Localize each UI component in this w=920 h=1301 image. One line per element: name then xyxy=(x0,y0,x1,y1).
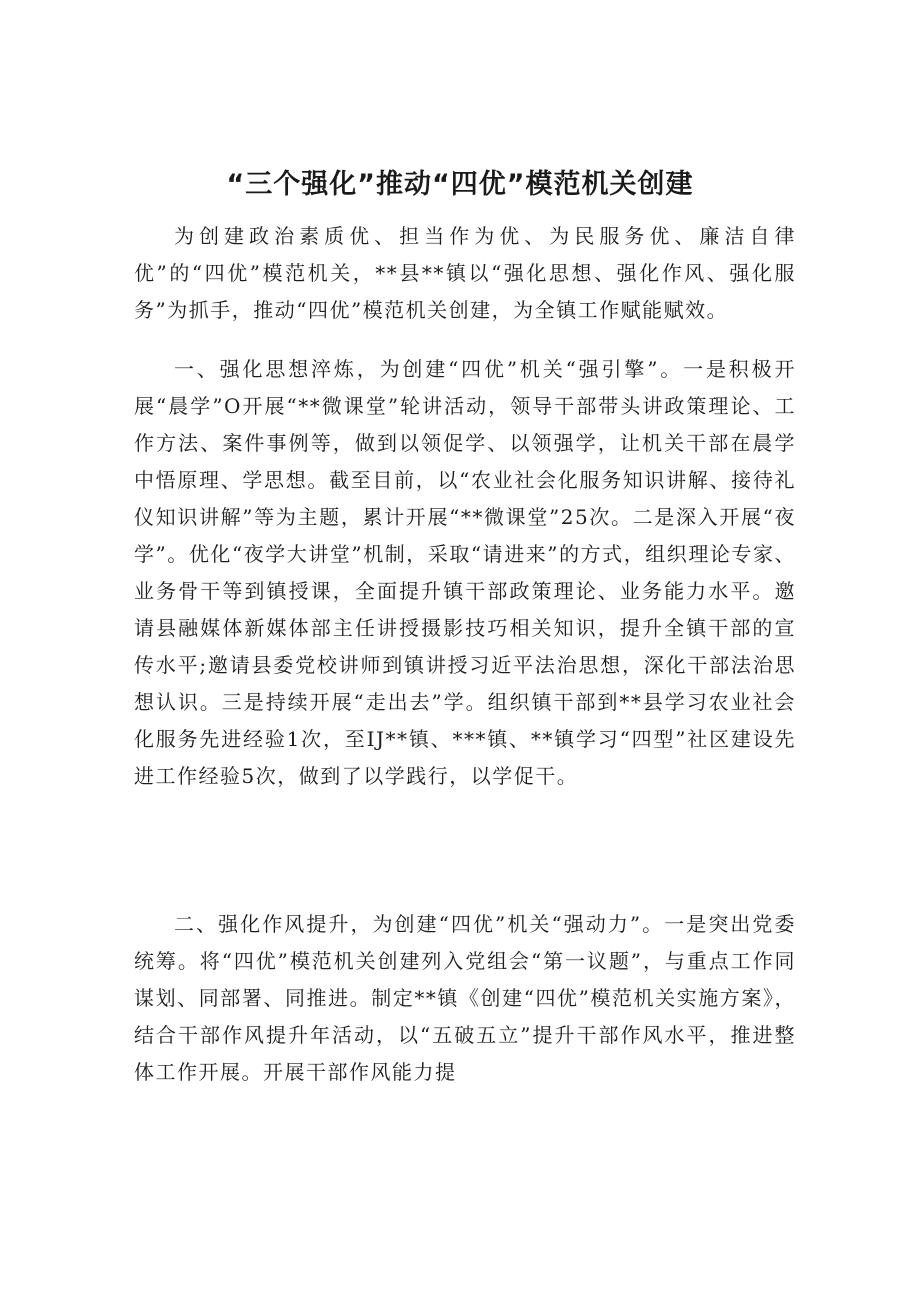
paragraph-section-one: 一、强化思想淬炼，为创建“四优”机关“强引擎”。一是积极开展“晨学”O开展“**微课堂”轮讲活动，领导干部带头讲政策理论、工作方法、案件事例等，做到以领促学、以领强学，让机关干部在晨学中悟原理、学思想。截至目前，以“农业社会化服务知识讲解、接待礼仪知识讲解”等为主题，累计开展“**微课堂”25次。二是深入开展“夜学”。优化“夜学大讲堂”机制，采取“请进来”的方式，组织理论专家、业务骨干等到镇授课，全面提升镇干部政策理论、业务能力水平。邀请县融媒体新媒体部主任讲授摄影技巧相关知识，提升全镇干部的宣传水平;邀请县委党校讲师到镇讲授习近平法治思想，深化干部法治思想认识。三是持续开展“走出去”学。组织镇干部到**县学习农业社会化服务先进经验1次，至IJ**镇、***镇、**镇学习“四型”社区建设先进工作经验5次，做到了以学践行，以学促干。 xyxy=(134,357,796,788)
paragraph-section-two: 二、强化作风提升，为创建“四优”机关“强动力”。一是突出党委统筹。将“四优”模范机关创建列入党组会“第一议题”，与重点工作同谋划、同部署、同推进。制定**镇《创建“四优”模范机关实施方案》，结合干部作风提升年活动，以“五破五立”提升干部作风水平，推进整体工作开展。开展干部作风能力提 xyxy=(134,912,796,1084)
document-title: “三个强化”推动“四优”模范机关创建 xyxy=(226,169,694,200)
paragraph-intro: 为创建政治素质优、担当作为优、为民服务优、廉洁自律优”的“四优”模范机关，**县**镇以“强化思想、强化作风、强化服务”为抓手，推动“四优”模范机关创建，为全镇工作赋能赋效。 xyxy=(134,224,796,322)
